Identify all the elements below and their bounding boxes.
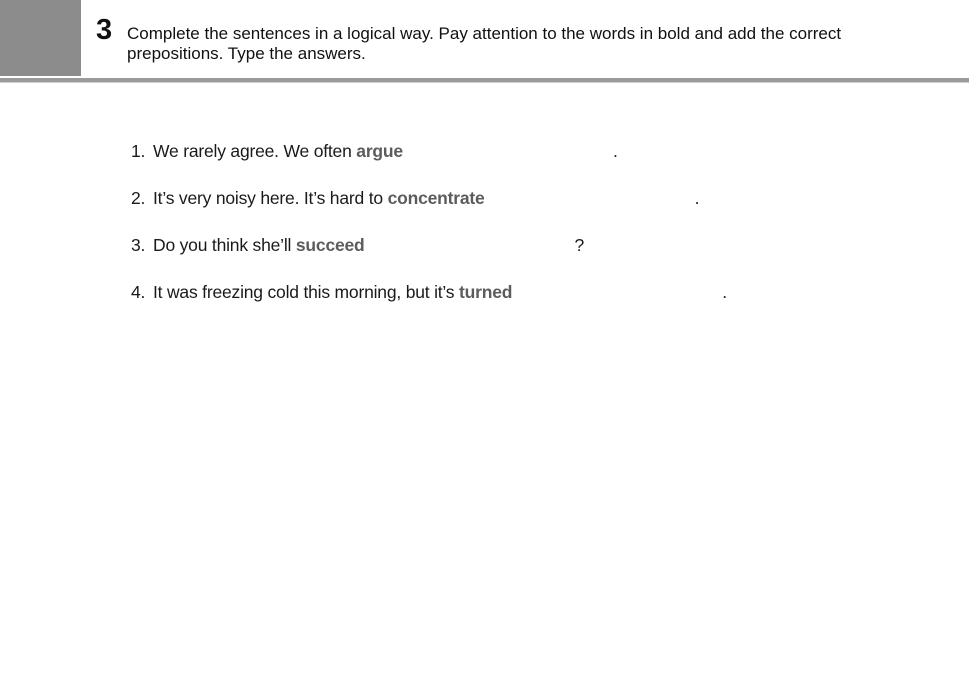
sentence-text: Do you think she’ll: [153, 235, 296, 255]
sentence-item: [131, 140, 727, 187]
header-color-block: [0, 0, 81, 76]
exercise-number: 3: [96, 14, 113, 46]
sentence-text: It’s very noisy here. It’s hard to: [153, 188, 388, 208]
sentence-number: 1.: [131, 141, 146, 161]
exercise-instructions: Complete the sentences in a logical way. Pay attention to the words in bold and add the correct prepositions. Type the answers.: [127, 24, 842, 63]
sentence-number: 3.: [131, 235, 146, 255]
sentence-punctuation: .: [722, 282, 727, 302]
sentence-item: [131, 187, 727, 234]
sentence-punctuation: .: [612, 141, 618, 161]
sentence-bold-word: concentrate: [387, 188, 485, 208]
sentence-bold-word: turned: [459, 282, 513, 302]
sentence-number: 4.: [131, 282, 146, 302]
sentence-item: [131, 234, 727, 281]
sentence-number: 2.: [131, 188, 146, 208]
sentence-text: It was freezing cold this morning, but it’s: [153, 282, 460, 302]
sentence-text: We rarely agree. We often: [153, 141, 357, 161]
answer-input[interactable]: [365, 236, 575, 256]
header-divider: [0, 78, 969, 83]
sentence-list: [131, 140, 727, 328]
sentence-punctuation: .: [694, 188, 700, 208]
answer-input[interactable]: [485, 189, 695, 209]
sentence-punctuation: ?: [574, 235, 585, 255]
answer-input[interactable]: [512, 283, 722, 303]
sentence-bold-word: succeed: [295, 235, 365, 255]
exercise-header: [0, 0, 969, 84]
answer-input[interactable]: [403, 142, 613, 162]
sentence-item: [131, 281, 727, 328]
sentence-bold-word: argue: [356, 141, 403, 161]
